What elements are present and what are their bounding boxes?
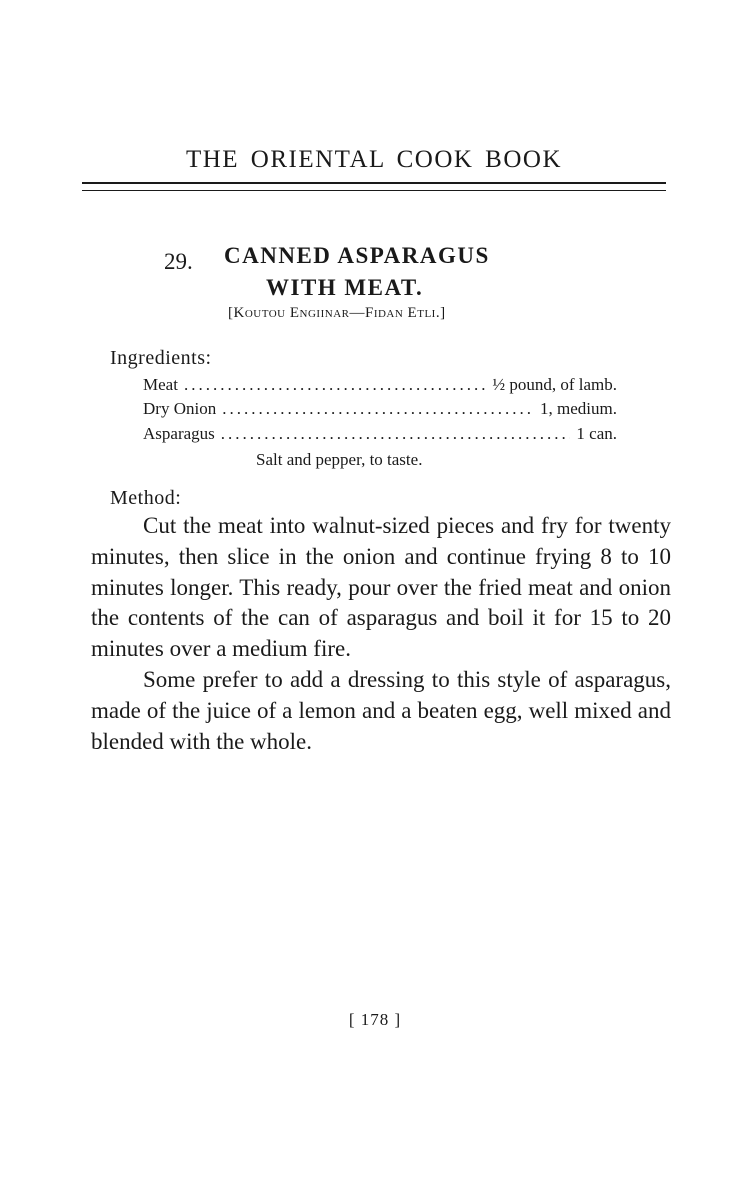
ingredients-label: Ingredients: xyxy=(110,347,212,369)
dot-leader xyxy=(221,424,571,444)
ingredient-name: Dry Onion xyxy=(143,399,217,418)
dot-leader xyxy=(184,375,486,395)
page-number-text: [ 178 ] xyxy=(348,1010,402,1029)
ingredient-row xyxy=(143,424,617,444)
recipe-title-line1: CANNED ASPARAGUS xyxy=(224,243,490,268)
method-text xyxy=(91,511,671,757)
ingredient-amount: ½ pound, of lamb. xyxy=(492,375,617,394)
ingredient-note: Salt and pepper, to taste. xyxy=(256,450,423,469)
header-rule-thick xyxy=(82,182,666,184)
method-paragraph: Cut the meat into walnut-sized pieces and fry for twenty minutes, then slice in the onion and continue frying 8 to 10 minutes longer. This ready, pour over the fried meat and onion the contents of the can of asparagus and boil it for 15 to 20 minutes over a medium fire. xyxy=(91,513,671,662)
running-head: THE ORIENTAL COOK BOOK xyxy=(185,146,563,173)
ingredient-row xyxy=(143,375,617,395)
method-paragraph: Some prefer to add a dressing to this style of asparagus, made of the juice of a lemon and a beaten egg, well mixed and blended with the whole. xyxy=(91,666,671,754)
ingredient-amount: 1 can. xyxy=(576,424,617,443)
ingredient-name: Meat xyxy=(143,375,178,394)
recipe-title-line2: WITH MEAT. xyxy=(266,275,424,300)
ingredient-amount: 1, medium. xyxy=(540,399,617,418)
ingredient-name: Asparagus xyxy=(143,424,215,443)
dot-leader xyxy=(222,399,534,419)
page-number xyxy=(0,1010,750,1030)
header-rule-thin xyxy=(82,190,666,191)
ingredient-row xyxy=(143,399,617,419)
recipe-native-name: [Koutou Engiinar—Fidan Etli.] xyxy=(228,305,446,321)
method-label: Method: xyxy=(110,487,182,509)
recipe-number: 29. xyxy=(164,249,193,274)
